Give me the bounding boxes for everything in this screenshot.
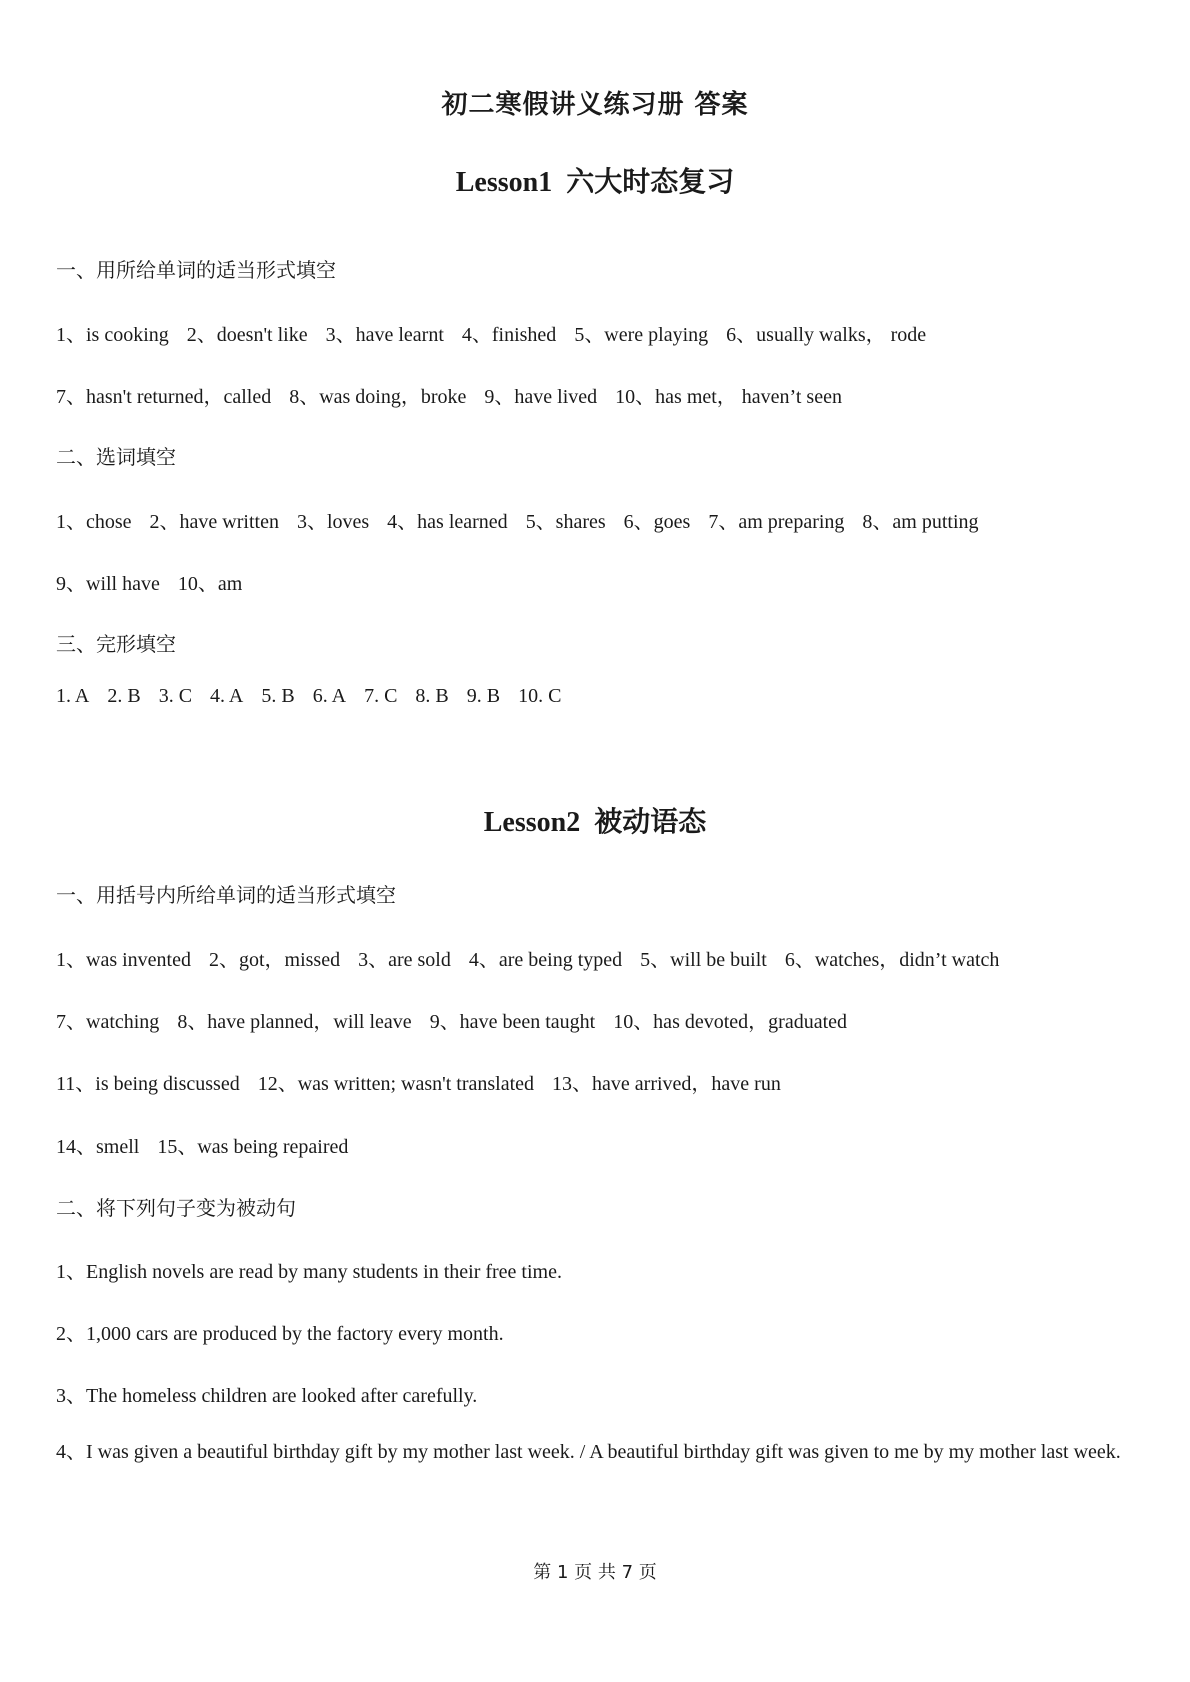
answer-item: 2、have written — [149, 511, 279, 533]
answer-item: 6、watches，didn’t watch — [784, 949, 1000, 971]
answer-item: 5、were playing — [574, 324, 709, 346]
lesson1-section3-line1 — [56, 685, 1134, 708]
lesson2-section2-sentence4: 4、I was given a beautiful birthday gift by my mother last week. / A beautiful birthday gift was given to me by my mother last week. — [56, 1441, 1121, 1463]
answer-item: 3. C — [158, 685, 193, 707]
answer-item: 5、will be built — [640, 949, 767, 971]
page-footer: 第 1 页 共 7 页 — [533, 1562, 657, 1583]
answer-item: 9. B — [466, 685, 501, 707]
lesson2-title-en: Lesson2 — [483, 807, 581, 838]
answer-item: 15、was being repaired — [157, 1136, 349, 1158]
answer-item: 3、are sold — [358, 949, 451, 971]
answer-item: 8、have planned，will leave — [177, 1011, 412, 1033]
lesson2-title-zh: 被动语态 — [594, 805, 707, 838]
answer-item: 7、watching — [56, 1011, 160, 1033]
answer-item: 7. C — [364, 685, 398, 707]
answer-item: 7、am preparing — [708, 511, 845, 533]
lesson1-title-zh: 六大时态复习 — [566, 165, 735, 198]
answer-item: 7、hasn't returned，called — [56, 386, 272, 408]
answer-item: 3、have learnt — [325, 324, 444, 346]
answer-item: 9、have been taught — [429, 1011, 596, 1033]
lesson2-section1-line3 — [56, 1067, 1134, 1096]
answer-item: 2. B — [107, 685, 141, 707]
answer-item: 10. C — [518, 685, 562, 707]
answer-item: 10、am — [177, 573, 243, 595]
answer-item: 8、was doing，broke — [289, 386, 467, 408]
answer-item: 1、chose — [56, 511, 132, 533]
answer-item: 2、got，missed — [208, 949, 341, 971]
lesson1-section3-heading: 三、完形填空 — [56, 632, 176, 656]
answer-item: 10、has devoted，graduated — [613, 1011, 848, 1033]
lesson1-section1-line2 — [56, 380, 1134, 409]
lesson2-section1-line1 — [56, 943, 1134, 972]
answer-item: 13、have arrived，have run — [552, 1073, 781, 1095]
answer-item: 5. B — [261, 685, 295, 707]
answer-item: 3、loves — [296, 511, 370, 533]
lesson1-title — [0, 160, 1190, 200]
answer-item: 9、will have — [56, 573, 160, 595]
lesson1-section1-heading: 一、用所给单词的适当形式填空 — [56, 258, 336, 282]
answer-item: 4、finished — [461, 324, 557, 346]
answer-item: 8、am putting — [862, 511, 979, 533]
answer-item: 12、was written; wasn't translated — [257, 1073, 535, 1095]
lesson2-section2-heading: 二、将下列句子变为被动句 — [56, 1196, 296, 1220]
lesson2-section1-line2 — [56, 1005, 1134, 1034]
lesson2-section1-heading: 一、用括号内所给单词的适当形式填空 — [56, 883, 396, 907]
lesson1-section2-line1 — [56, 505, 1134, 534]
answer-item: 1、is cooking — [56, 324, 169, 346]
answer-item: 6、goes — [623, 511, 691, 533]
answer-item: 10、has met， haven’t seen — [615, 386, 842, 408]
answer-item: 1、was invented — [56, 949, 191, 971]
lesson1-title-en: Lesson1 — [455, 167, 553, 198]
lesson2-section1-line4 — [56, 1130, 1134, 1159]
answer-item: 14、smell — [56, 1136, 140, 1158]
answer-item: 4. A — [210, 685, 244, 707]
answer-item: 5、shares — [525, 511, 606, 533]
lesson1-section2-heading: 二、选词填空 — [56, 445, 176, 469]
lesson2-section2-sentence2: 2、1,000 cars are produced by the factory every month. — [56, 1323, 504, 1345]
answer-item: 6、usually walks， rode — [726, 324, 927, 346]
answer-item: 8. B — [415, 685, 449, 707]
answer-item: 11、is being discussed — [56, 1073, 240, 1095]
answer-item: 9、have lived — [484, 386, 598, 408]
answer-item: 6. A — [312, 685, 347, 707]
lesson1-section2-line2 — [56, 567, 1134, 596]
answer-item: 1. A — [56, 685, 90, 707]
lesson2-title — [0, 800, 1190, 840]
document-title: 初二寒假讲义练习册 答案 — [441, 90, 749, 120]
lesson1-section1-line1 — [56, 318, 1134, 347]
answer-item: 4、has learned — [387, 511, 508, 533]
answer-item: 4、are being typed — [468, 949, 623, 971]
lesson2-section2-sentence3: 3、The homeless children are looked after carefully. — [56, 1385, 478, 1407]
answer-item: 2、doesn't like — [186, 324, 308, 346]
lesson2-section2-sentence1: 1、English novels are read by many students in their free time. — [56, 1261, 562, 1283]
